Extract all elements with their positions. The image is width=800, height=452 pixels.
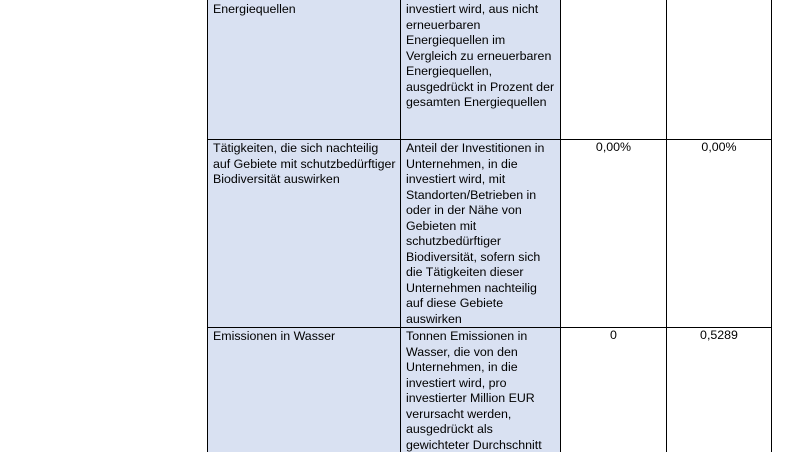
value-cell-previous	[667, 0, 772, 140]
indicator-cell	[208, 140, 401, 328]
value-text: 0	[610, 328, 617, 342]
indicator-text: Tätigkeiten, die sich nachteilig auf Gebiete mit schutzbedürftiger Biodiversität auswirken	[213, 141, 396, 186]
value-cell-current	[561, 140, 667, 328]
value-text: 0,00%	[701, 140, 737, 154]
value-cell-current	[561, 328, 667, 452]
indicator-table	[207, 0, 772, 452]
metric-cell	[401, 328, 561, 452]
indicator-cell	[208, 0, 401, 140]
indicator-text: Emissionen in Wasser	[213, 329, 336, 343]
metric-text: Tonnen Emissionen in Wasser, die von den Unternehmen, in die investiert wird, pro investierter Million EUR verursacht werden, ausgedrückt als gewichteter Durchschnitt	[406, 329, 542, 452]
indicator-text: Energiequellen	[213, 2, 296, 16]
metric-cell	[401, 140, 561, 328]
table-row	[208, 0, 772, 140]
value-cell-previous	[667, 328, 772, 452]
metric-text: investiert wird, aus nicht erneuerbaren Energiequellen im Vergleich zu erneuerbaren Energiequellen, ausgedrückt in Prozent der gesamten Energiequellen	[406, 2, 555, 109]
metric-cell	[401, 0, 561, 140]
value-cell-previous	[667, 140, 772, 328]
indicator-cell	[208, 328, 401, 452]
table-row	[208, 328, 772, 452]
value-text: 0,00%	[595, 140, 632, 154]
metric-text: Anteil der Investitionen in Unternehmen, in die investiert wird, mit Standorten/Betrieben in oder in der Nähe von Gebieten mit schutzbedürftiger Biodiversität, sofern sich die Tätigkeiten dieser Unternehmen nachteilig auf diese Gebiete auswirken	[406, 141, 545, 326]
value-text: 0,5289	[700, 328, 738, 342]
table-row	[208, 140, 772, 328]
value-cell-current	[561, 0, 667, 140]
